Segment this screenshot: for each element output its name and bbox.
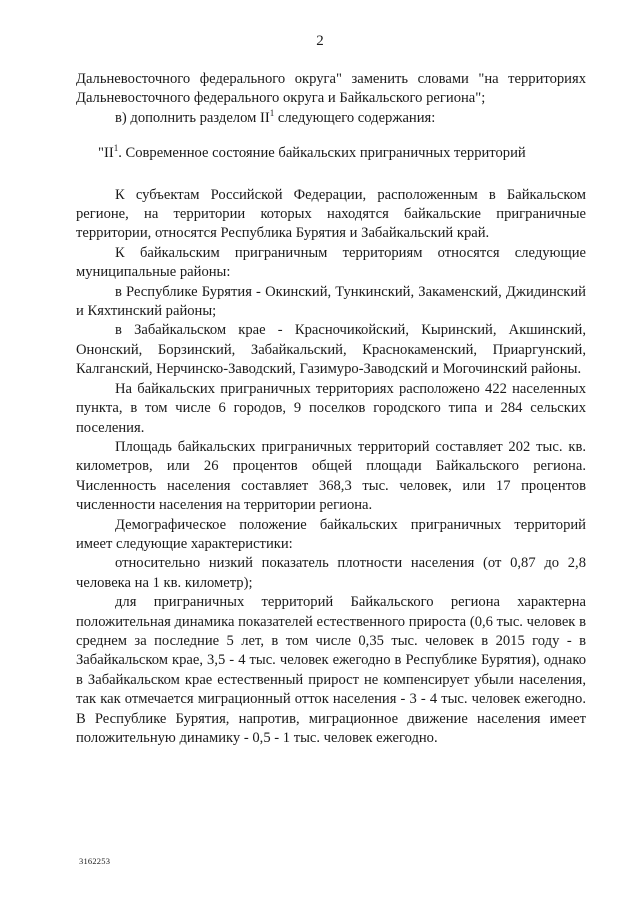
heading-text: . Современное состояние байкальских приграничных территорий — [118, 145, 526, 162]
section-superscript: 1 — [269, 107, 275, 118]
paragraph-demography-intro: Демографическое положение байкальских приграничных территорий имеет следующие характеристики: — [76, 516, 586, 552]
document-code: 3162253 — [79, 856, 111, 866]
paragraph-buryatia-districts: в Республике Бурятия - Окинский, Тункинский, Закаменский, Джидинский и Кяхтинский районы; — [76, 283, 586, 320]
paragraph-density: относительно низкий показатель плотности населения (от 0,87 до 2,8 человека на 1 кв. километр); — [76, 555, 586, 591]
paragraph-area-population: Площадь байкальских приграничных территорий составляет 202 тыс. кв. километров, или 26 процентов общей площади Байкальского региона. Численность населения составляет 368,3 тыс. человек, или 17 процентов численности населения на территории региона. — [76, 438, 586, 514]
document-body — [76, 70, 586, 748]
paragraph-continuation: Дальневосточного федерального округа" заменить словами "на территориях Дальневосточного федерального округа и Байкальского региона"; — [76, 71, 586, 107]
amendment-item-text: в) дополнить разделом II — [115, 109, 270, 126]
section-heading — [76, 144, 586, 163]
page-number: 2 — [316, 33, 324, 49]
paragraph-districts-intro: К байкальским приграничным территориям относятся следующие муниципальные районы: — [76, 244, 586, 281]
amendment-item-tail: следующего содержания: — [274, 109, 436, 126]
paragraph-amendment-item — [76, 109, 586, 128]
paragraph-natural-growth: для приграничных территорий Байкальского региона характерна положительная динамика показателей естественного прироста (0,6 тыс. человек в среднем за последние 5 лет, в том числе 0,35 тыс. человек в 2015 году - в Забайкальском крае, 3,5 - 4 тыс. человек ежегодно в Республике Бурятия), однако в Забайкальском крае естественный прирост не компенсирует убыли населения, так как отмечается миграционный отток населения - 3 - 4 тыс. человек ежегодно. В Республике Бурятия, напротив, миграционное движение населения имеет положительную динамику - 0,5 - 1 тыс. человек ежегодно. — [76, 594, 586, 746]
paragraph-zabaikalsky-districts: в Забайкальском крае - Красночикойский, Кыринский, Акшинский, Ононский, Борзинский, Забайкальский, Краснокаменский, Приаргунский, Калганский, Нерчинско-Заводский, Газимуро-Заводский и Могочинский районы. — [76, 322, 586, 378]
paragraph-subjects: К субъектам Российской Федерации, расположенным в Байкальском регионе, на территории которых находятся байкальские приграничные территории, относятся Республика Бурятия и Забайкальский край. — [76, 186, 586, 242]
paragraph-settlements: На байкальских приграничных территориях расположено 422 населенных пункта, в том числе 6 городов, 9 поселков городского типа и 284 сельских поселения. — [76, 380, 586, 436]
heading-open: "II — [98, 145, 114, 162]
heading-superscript: 1 — [113, 143, 119, 154]
